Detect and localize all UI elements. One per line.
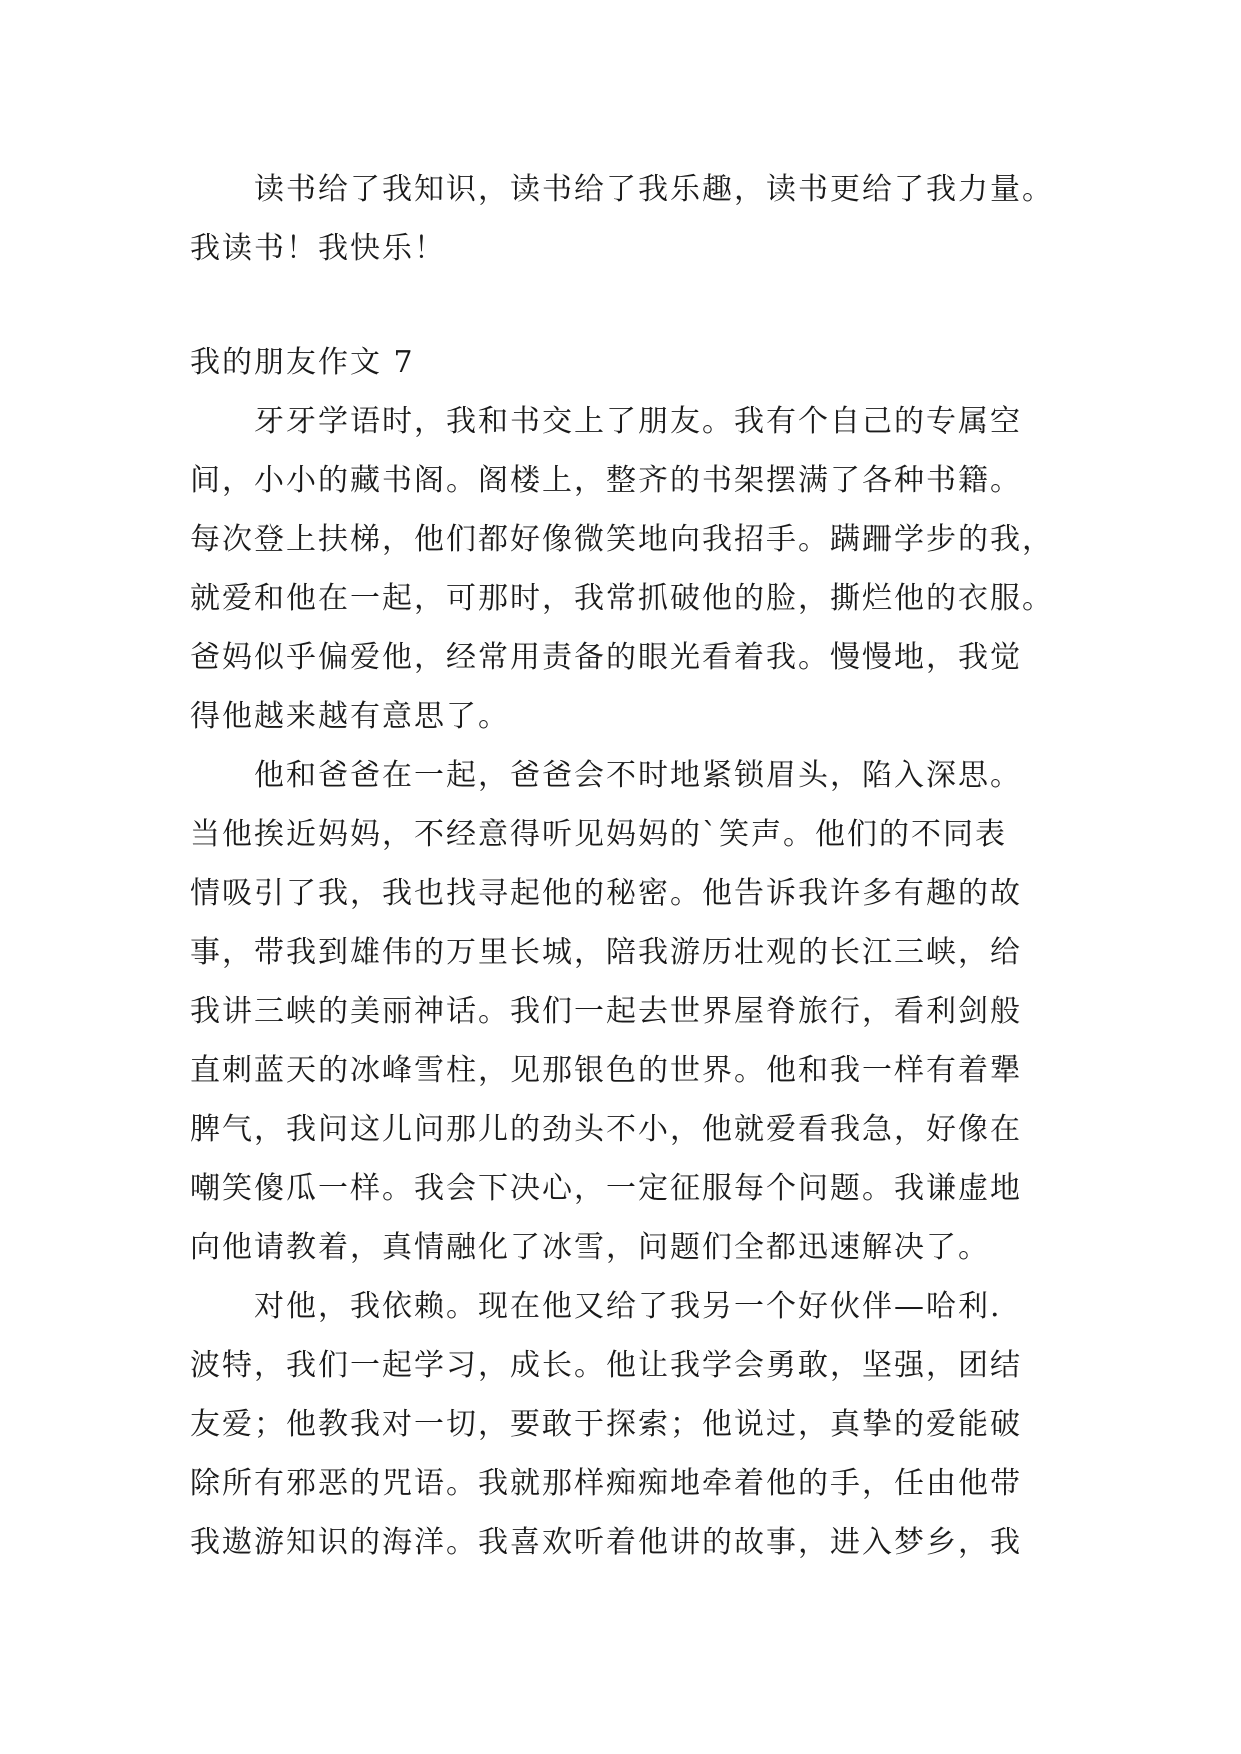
paragraph-line: 嘲笑傻瓜一样。我会下决心，一定征服每个问题。我谦虚地 [190, 1171, 1022, 1206]
paragraph-2 [190, 746, 1050, 1277]
paragraph-line: 就爱和他在一起，可那时，我常抓破他的脸，撕烂他的衣服。 [190, 581, 1054, 616]
intro-paragraph [190, 160, 1054, 278]
paragraph-line: 他和爸爸在一起，爸爸会不时地紧锁眉头，陷入深思。 [254, 758, 1022, 793]
paragraph-line: 牙牙学语时，我和书交上了朋友。我有个自己的专属空 [254, 404, 1022, 439]
paragraph-line: 情吸引了我，我也找寻起他的秘密。他告诉我许多有趣的故 [190, 876, 1022, 911]
paragraph-line: 向他请教着，真情融化了冰雪，问题们全都迅速解决了。 [190, 1230, 990, 1265]
paragraph-line: 事，带我到雄伟的万里长城，陪我游历壮观的长江三峡，给 [190, 935, 1022, 970]
paragraph-line: 脾气，我问这儿问那儿的劲头不小，他就爱看我急，好像在 [190, 1112, 1022, 1147]
paragraph-line: 间，小小的藏书阁。阁楼上，整齐的书架摆满了各种书籍。 [190, 463, 1022, 498]
paragraph-line: 友爱；他教我对一切，要敢于探索；他说过，真挚的爱能破 [190, 1407, 1022, 1442]
essay-body [190, 392, 1054, 1572]
paragraph-line: 我读书！我快乐！ [190, 231, 446, 266]
paragraph-1 [190, 392, 1054, 746]
section-title: 我的朋友作文 7 [190, 345, 415, 380]
paragraph-line: 当他挨近妈妈，不经意得听见妈妈的`笑声。他们的不同表 [190, 817, 1007, 852]
paragraph-line: 直刺蓝天的冰峰雪柱，见那银色的世界。他和我一样有着犟 [190, 1053, 1022, 1088]
paragraph-line: 读书给了我知识，读书给了我乐趣，读书更给了我力量。 [254, 172, 1054, 207]
paragraph-line: 我遨游知识的海洋。我喜欢听着他讲的故事，进入梦乡，我 [190, 1525, 1022, 1560]
paragraph-line: 我讲三峡的美丽神话。我们一起去世界屋脊旅行，看利剑般 [190, 994, 1022, 1029]
paragraph-line: 得他越来越有意思了。 [190, 699, 510, 734]
paragraph-3 [190, 1277, 1050, 1572]
paragraph-line: 爸妈似乎偏爱他，经常用责备的眼光看着我。慢慢地，我觉 [190, 640, 1022, 675]
paragraph-line: 对他，我依赖。现在他又给了我另一个好伙伴—哈利. [254, 1289, 1002, 1324]
paragraph-line: 除所有邪恶的咒语。我就那样痴痴地牵着他的手，任由他带 [190, 1466, 1022, 1501]
paragraph-line: 波特，我们一起学习，成长。他让我学会勇敢，坚强，团结 [190, 1348, 1022, 1383]
paragraph-line: 每次登上扶梯，他们都好像微笑地向我招手。蹒跚学步的我， [190, 522, 1054, 557]
